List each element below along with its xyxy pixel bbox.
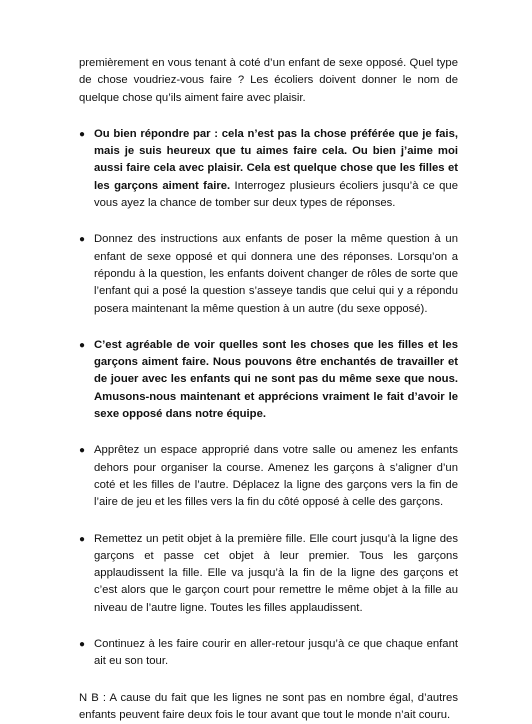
- bullet-text: Donnez des instructions aux enfants de poser la même question à un enfant de sexe opposé et qui donnera une des réponses. Lorsqu’on a répondu à la question, les enfants doivent changer de rôles de sorte que l’enfant qui a posé la question s’asseye tandis que celui qui y a répondu posera maintenant la même question à un autre (du sexe opposé).: [94, 233, 458, 315]
- bullet-icon: ●: [79, 639, 86, 651]
- bullet-item: [79, 126, 458, 212]
- bullet-item: [79, 442, 458, 511]
- bullet-item: [79, 636, 458, 671]
- bullet-text: Remettez un petit objet à la première fille. Elle court jusqu’à la ligne des garçons et passe cet objet à leur premier. Tous les garçons applaudissent la fille. Elle va jusqu’à la fin de la ligne des garçons et c’est alors que le garçon court pour remettre le même objet à la fille au niveau de l’autre ligne. Toutes les filles applaudissent.: [94, 532, 458, 614]
- bullet-text: Interrogez plusieurs écoliers jusqu’à ce que vous ayez la chance de tomber sur deux types de réponses.: [94, 179, 458, 210]
- intro-paragraph: premièrement en vous tenant à coté d’un enfant de sexe opposé. Quel type de chose voudriez-vous faire ? Les écoliers doivent donner le nom de quelque chose qu’ils aiment faire avec plaisir.: [79, 57, 458, 104]
- note-paragraph: N B : A cause du fait que les lignes ne sont pas en nombre égal, d’autres enfants peuvent faire deux fois le tour avant que tout le monde n’ait couru.: [79, 691, 458, 721]
- bullet-icon: ●: [79, 445, 86, 457]
- bullet-bold-text: Ou bien répondre par : cela n’est pas la chose préférée que je fais, mais je suis heureux que tu aimes faire cela. Ou bien j’aime moi aussi faire cela avec plaisir. Cela est quelque chose que les filles et les garçons aiment faire.: [94, 127, 458, 192]
- bullet-icon: ●: [79, 234, 86, 246]
- bullet-bold-text: C’est agréable de voir quelles sont les choses que les filles et les garçons aiment faire. Nous pouvons être enchantés de travailler et de jouer avec les enfants qui ne sont pas du même sexe que nous. Amusons-nous maintenant et apprécions vraiment le fait d’avoir le sexe opposé dans notre équipe.: [94, 338, 458, 421]
- bullet-icon: ●: [79, 533, 86, 545]
- bullet-item: [79, 531, 458, 617]
- bullet-icon: ●: [79, 339, 86, 351]
- bullet-item: [79, 337, 458, 423]
- document-body: [79, 55, 458, 724]
- bullet-text: Apprêtez un espace approprié dans votre salle ou amenez les enfants dehors pour organiser la course. Amenez les garçons à s’aligner d’un coté et les filles de l’autre. Déplacez la ligne des garçons vers la fin de l’aire de jeu et les filles vers la fin du côté opposé à celle des garçons.: [94, 444, 458, 509]
- bullet-item: [79, 231, 458, 317]
- bullet-list: [79, 126, 458, 671]
- bullet-icon: ●: [79, 128, 86, 140]
- bullet-text: Continuez à les faire courir en aller-retour jusqu’à ce que chaque enfant ait eu son tour.: [94, 638, 458, 668]
